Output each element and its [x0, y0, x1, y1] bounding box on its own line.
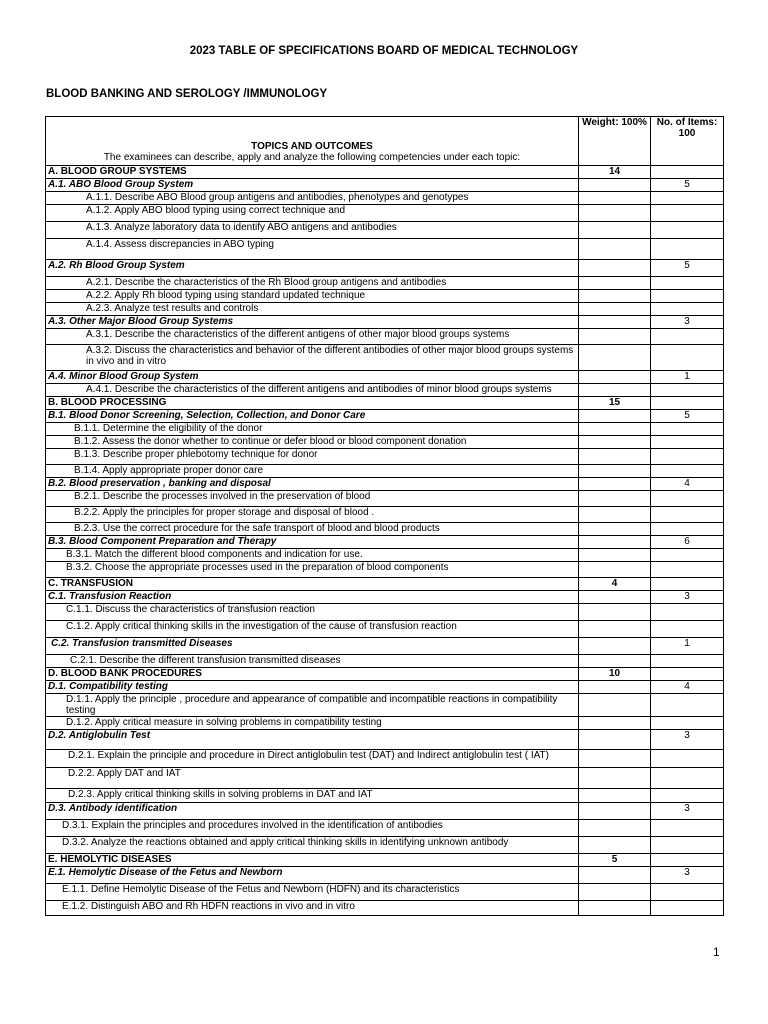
items-cell	[651, 523, 724, 536]
items-cell	[651, 717, 724, 730]
topic-cell: D.1.2. Apply critical measure in solving problems in compatibility testing	[46, 717, 579, 730]
topics-header-instruction: The examinees can describe, apply and analyze the following competencies under each topic:	[103, 152, 521, 163]
topic-cell: A.2.2. Apply Rh blood typing using standard updated technique	[46, 290, 579, 303]
weight-cell: 10	[579, 668, 651, 681]
outcome-row	[46, 239, 724, 260]
subtopic-row	[46, 681, 724, 694]
items-cell	[651, 789, 724, 803]
weight-cell	[579, 371, 651, 384]
items-cell	[651, 901, 724, 916]
outcome-row	[46, 694, 724, 717]
weight-cell	[579, 638, 651, 655]
items-header: No. of Items: 100	[651, 117, 724, 166]
items-cell	[651, 491, 724, 507]
items-cell	[651, 604, 724, 621]
items-cell: 4	[651, 681, 724, 694]
topic-cell: C.1.2. Apply critical thinking skills in the investigation of the cause of transfusion reaction	[46, 621, 579, 638]
topic-cell: B.1.1. Determine the eligibility of the donor	[46, 423, 579, 436]
items-cell: 5	[651, 410, 724, 423]
items-cell	[651, 507, 724, 523]
items-cell	[651, 449, 724, 465]
subtopic-row	[46, 803, 724, 820]
topic-cell: D.2. Antiglobulin Test	[46, 730, 579, 750]
subtopic-row	[46, 867, 724, 884]
items-cell	[651, 277, 724, 290]
topic-cell: D.3.2. Analyze the reactions obtained and apply critical thinking skills in identifying unknown antibody	[46, 837, 579, 854]
outcome-row	[46, 222, 724, 239]
weight-cell	[579, 730, 651, 750]
topic-cell: B.3.2. Choose the appropriate processes used in the preparation of blood components	[46, 562, 579, 578]
weight-cell	[579, 303, 651, 316]
items-cell	[651, 290, 724, 303]
section-row	[46, 397, 724, 410]
items-cell: 1	[651, 371, 724, 384]
items-cell	[651, 621, 724, 638]
items-cell: 3	[651, 803, 724, 820]
weight-cell	[579, 523, 651, 536]
section-row	[46, 854, 724, 867]
outcome-row	[46, 491, 724, 507]
items-cell	[651, 205, 724, 222]
section-row	[46, 668, 724, 681]
items-cell: 3	[651, 867, 724, 884]
outcome-row	[46, 384, 724, 397]
items-cell	[651, 768, 724, 789]
outcome-row	[46, 820, 724, 837]
weight-cell	[579, 384, 651, 397]
topic-cell: E.1.1. Define Hemolytic Disease of the Fetus and Newborn (HDFN) and its characteristics	[46, 884, 579, 901]
outcome-row	[46, 837, 724, 854]
outcome-row	[46, 655, 724, 668]
outcome-row	[46, 523, 724, 536]
topic-cell: B.2.1. Describe the processes involved in the preservation of blood	[46, 491, 579, 507]
topic-cell: A.3.2. Discuss the characteristics and behavior of the different antibodies of other major blood groups systems in vivo and in vitro	[46, 345, 579, 371]
weight-cell: 5	[579, 854, 651, 867]
document-title: 2023 TABLE OF SPECIFICATIONS BOARD OF MEDICAL TECHNOLOGY	[189, 45, 579, 57]
items-cell	[651, 423, 724, 436]
outcome-row	[46, 465, 724, 478]
items-cell: 3	[651, 730, 724, 750]
subtopic-row	[46, 638, 724, 655]
weight-cell	[579, 655, 651, 668]
items-cell	[651, 329, 724, 345]
topics-header-title: TOPICS AND OUTCOMES	[251, 141, 373, 152]
weight-cell: 14	[579, 166, 651, 179]
table-header-row	[46, 117, 724, 166]
weight-cell	[579, 478, 651, 491]
topic-cell: A.4. Minor Blood Group System	[46, 371, 579, 384]
subtopic-row	[46, 316, 724, 329]
weight-cell	[579, 717, 651, 730]
topic-cell: D.3. Antibody identification	[46, 803, 579, 820]
items-cell	[651, 345, 724, 371]
weight-cell	[579, 239, 651, 260]
items-cell	[651, 166, 724, 179]
weight-cell	[579, 789, 651, 803]
subtopic-row	[46, 536, 724, 549]
subtopic-row	[46, 371, 724, 384]
outcome-row	[46, 717, 724, 730]
weight-header: Weight: 100%	[579, 117, 651, 166]
weight-cell	[579, 820, 651, 837]
weight-cell	[579, 621, 651, 638]
weight-cell	[579, 205, 651, 222]
weight-cell	[579, 192, 651, 205]
items-cell	[651, 397, 724, 410]
items-cell	[651, 655, 724, 668]
items-cell	[651, 222, 724, 239]
outcome-row	[46, 436, 724, 449]
topic-cell: B.3.1. Match the different blood components and indication for use.	[46, 549, 579, 562]
weight-cell	[579, 901, 651, 916]
items-cell	[651, 384, 724, 397]
outcome-row	[46, 303, 724, 316]
topic-cell: A. BLOOD GROUP SYSTEMS	[46, 166, 579, 179]
section-row	[46, 166, 724, 179]
items-cell	[651, 837, 724, 854]
weight-cell	[579, 867, 651, 884]
subtopic-row	[46, 179, 724, 192]
topic-cell: D.3.1. Explain the principles and procedures involved in the identification of antibodies	[46, 820, 579, 837]
outcome-row	[46, 277, 724, 290]
outcome-row	[46, 205, 724, 222]
items-cell	[651, 239, 724, 260]
topic-cell: E. HEMOLYTIC DISEASES	[46, 854, 579, 867]
weight-cell	[579, 290, 651, 303]
table-body	[46, 166, 724, 916]
outcome-row	[46, 290, 724, 303]
topic-cell: C.2.1. Describe the different transfusion transmitted diseases	[46, 655, 579, 668]
specifications-table	[45, 116, 724, 916]
weight-cell	[579, 837, 651, 854]
weight-cell	[579, 449, 651, 465]
weight-cell	[579, 694, 651, 717]
weight-cell	[579, 260, 651, 277]
outcome-row	[46, 449, 724, 465]
topic-cell: A.2.3. Analyze test results and controls	[46, 303, 579, 316]
topic-cell: A.3. Other Major Blood Group Systems	[46, 316, 579, 329]
items-cell	[651, 303, 724, 316]
weight-cell	[579, 329, 651, 345]
topic-cell: E.1.2. Distinguish ABO and Rh HDFN reactions in vivo and in vitro	[46, 901, 579, 916]
items-cell: 5	[651, 260, 724, 277]
subtopic-row	[46, 591, 724, 604]
weight-cell	[579, 562, 651, 578]
topic-cell: A.2.1. Describe the characteristics of the Rh Blood group antigens and antibodies	[46, 277, 579, 290]
page-number: 1	[713, 945, 720, 959]
section-title: BLOOD BANKING AND SEROLOGY /IMMUNOLOGY	[46, 88, 328, 100]
outcome-row	[46, 789, 724, 803]
subtopic-row	[46, 260, 724, 277]
topic-cell: C. TRANSFUSION	[46, 578, 579, 591]
items-cell: 3	[651, 591, 724, 604]
weight-cell	[579, 750, 651, 768]
weight-cell	[579, 410, 651, 423]
topic-cell: D.2.3. Apply critical thinking skills in solving problems in DAT and IAT	[46, 789, 579, 803]
topic-cell: B.3. Blood Component Preparation and Therapy	[46, 536, 579, 549]
outcome-row	[46, 884, 724, 901]
items-cell	[651, 694, 724, 717]
outcome-row	[46, 345, 724, 371]
topic-cell: B.1.2. Assess the donor whether to continue or defer blood or blood component donation	[46, 436, 579, 449]
outcome-row	[46, 604, 724, 621]
topic-cell: D.2.2. Apply DAT and IAT	[46, 768, 579, 789]
weight-cell	[579, 491, 651, 507]
items-cell	[651, 854, 724, 867]
items-cell	[651, 192, 724, 205]
topic-cell: B.1.3. Describe proper phlebotomy technique for donor	[46, 449, 579, 465]
outcome-row	[46, 901, 724, 916]
weight-cell	[579, 591, 651, 604]
outcome-row	[46, 549, 724, 562]
topic-cell: B. BLOOD PROCESSING	[46, 397, 579, 410]
outcome-row	[46, 562, 724, 578]
weight-cell	[579, 465, 651, 478]
outcome-row	[46, 192, 724, 205]
items-cell: 6	[651, 536, 724, 549]
topic-cell: A.1. ABO Blood Group System	[46, 179, 579, 192]
items-cell	[651, 750, 724, 768]
weight-cell	[579, 884, 651, 901]
weight-cell	[579, 423, 651, 436]
outcome-row	[46, 621, 724, 638]
subtopic-row	[46, 410, 724, 423]
items-cell	[651, 465, 724, 478]
outcome-row	[46, 329, 724, 345]
weight-cell	[579, 536, 651, 549]
items-cell: 1	[651, 638, 724, 655]
topic-cell: A.1.2. Apply ABO blood typing using correct technique and	[46, 205, 579, 222]
items-cell: 4	[651, 478, 724, 491]
topic-cell: C.2. Transfusion transmitted Diseases	[46, 638, 579, 655]
topic-cell: D.1. Compatibility testing	[46, 681, 579, 694]
weight-cell	[579, 549, 651, 562]
weight-cell	[579, 345, 651, 371]
outcome-row	[46, 768, 724, 789]
topic-cell: A.2. Rh Blood Group System	[46, 260, 579, 277]
outcome-row	[46, 507, 724, 523]
weight-cell: 4	[579, 578, 651, 591]
topic-cell: D.2.1. Explain the principle and procedure in Direct antiglobulin test (DAT) and Indirect antiglobulin test ( IAT)	[46, 750, 579, 768]
weight-cell	[579, 222, 651, 239]
subtopic-row	[46, 478, 724, 491]
weight-cell	[579, 316, 651, 329]
weight-cell	[579, 179, 651, 192]
weight-cell	[579, 436, 651, 449]
items-cell: 3	[651, 316, 724, 329]
items-cell	[651, 820, 724, 837]
topic-cell: C.1. Transfusion Reaction	[46, 591, 579, 604]
topic-cell: A.1.1. Describe ABO Blood group antigens and antibodies, phenotypes and genotypes	[46, 192, 579, 205]
weight-cell	[579, 604, 651, 621]
topic-cell: A.1.4. Assess discrepancies in ABO typing	[46, 239, 579, 260]
items-cell	[651, 668, 724, 681]
items-cell	[651, 549, 724, 562]
topic-cell: B.1.4. Apply appropriate proper donor care	[46, 465, 579, 478]
items-cell: 5	[651, 179, 724, 192]
topic-cell: B.2.3. Use the correct procedure for the safe transport of blood and blood products	[46, 523, 579, 536]
weight-cell	[579, 681, 651, 694]
topics-header	[46, 117, 579, 166]
weight-cell	[579, 768, 651, 789]
subtopic-row	[46, 730, 724, 750]
topic-cell: B.2.2. Apply the principles for proper storage and disposal of blood .	[46, 507, 579, 523]
weight-cell	[579, 507, 651, 523]
topic-cell: B.2. Blood preservation , banking and disposal	[46, 478, 579, 491]
items-cell	[651, 436, 724, 449]
items-cell	[651, 562, 724, 578]
outcome-row	[46, 423, 724, 436]
topic-cell: D. BLOOD BANK PROCEDURES	[46, 668, 579, 681]
outcome-row	[46, 750, 724, 768]
weight-cell	[579, 803, 651, 820]
items-cell	[651, 578, 724, 591]
topic-cell: C.1.1. Discuss the characteristics of transfusion reaction	[46, 604, 579, 621]
weight-cell: 15	[579, 397, 651, 410]
topic-cell: A.3.1. Describe the characteristics of the different antigens of other major blood groups systems	[46, 329, 579, 345]
topic-cell: A.4.1. Describe the characteristics of the different antigens and antibodies of minor blood groups systems	[46, 384, 579, 397]
topic-cell: D.1.1. Apply the principle , procedure and appearance of compatible and incompatible reactions in compatibility testing	[46, 694, 579, 717]
topic-cell: A.1.3. Analyze laboratory data to identify ABO antigens and antibodies	[46, 222, 579, 239]
weight-cell	[579, 277, 651, 290]
section-row	[46, 578, 724, 591]
topic-cell: E.1. Hemolytic Disease of the Fetus and Newborn	[46, 867, 579, 884]
items-cell	[651, 884, 724, 901]
topic-cell: B.1. Blood Donor Screening, Selection, Collection, and Donor Care	[46, 410, 579, 423]
